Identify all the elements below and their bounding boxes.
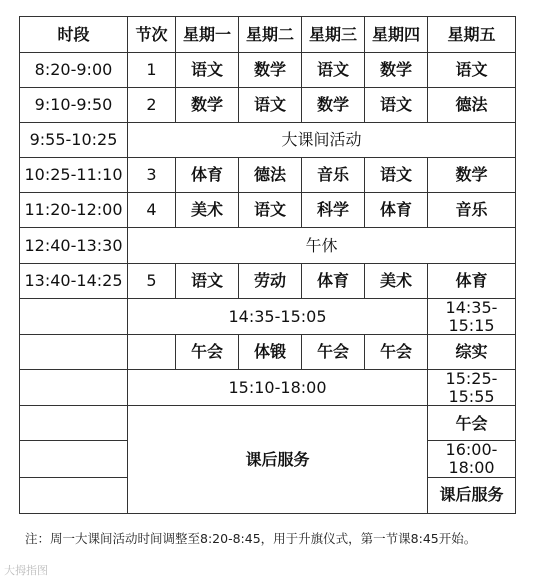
subject-cell: 数学 [176, 88, 239, 123]
subject-cell: 科学 [302, 193, 365, 228]
lunch-break: 午休 [128, 228, 516, 264]
header-thu: 星期四 [365, 17, 428, 53]
time-cell: 11:20-12:00 [20, 193, 128, 228]
afternoon-time-1: 14:35-15:05 [128, 299, 428, 335]
break-row [20, 123, 516, 158]
subject-cell: 数学 [302, 88, 365, 123]
table-row [20, 53, 516, 88]
empty-cell [20, 441, 128, 477]
afternoon-time-row [20, 299, 516, 335]
afternoon-time-2: 15:10-18:00 [128, 370, 428, 406]
subject-cell: 美术 [176, 193, 239, 228]
empty-cell [20, 477, 128, 513]
break-activity: 大课间活动 [128, 123, 516, 158]
afternoon-time-row-2 [20, 370, 516, 406]
subject-cell: 体育 [302, 264, 365, 299]
afternoon-activity-row [20, 335, 516, 370]
activity-cell: 体锻 [239, 335, 302, 370]
subject-cell: 语文 [302, 53, 365, 88]
activity-cell: 午会 [302, 335, 365, 370]
schedule-table [19, 16, 516, 514]
empty-cell [20, 370, 128, 406]
subject-cell: 语文 [428, 53, 516, 88]
time-cell: 8:20-9:00 [20, 53, 128, 88]
fri-time-3: 16:00-18:00 [428, 441, 516, 477]
subject-cell: 体育 [176, 158, 239, 193]
header-lesson: 节次 [128, 17, 176, 53]
empty-cell [20, 406, 128, 441]
time-cell: 12:40-13:30 [20, 228, 128, 264]
subject-cell: 音乐 [302, 158, 365, 193]
table-row [20, 264, 516, 299]
subject-cell: 美术 [365, 264, 428, 299]
subject-cell: 语文 [176, 53, 239, 88]
subject-cell: 德法 [428, 88, 516, 123]
lesson-cell: 1 [128, 53, 176, 88]
subject-cell: 语文 [365, 88, 428, 123]
header-row [20, 17, 516, 53]
table-row [20, 88, 516, 123]
table-row [20, 193, 516, 228]
service-row-1 [20, 406, 516, 441]
fri-time-1: 14:35-15:15 [428, 299, 516, 335]
time-cell: 10:25-11:10 [20, 158, 128, 193]
lunch-row [20, 228, 516, 264]
time-cell: 9:10-9:50 [20, 88, 128, 123]
watermark: 大拇指图 [4, 564, 48, 577]
subject-cell: 劳动 [239, 264, 302, 299]
subject-cell: 体育 [365, 193, 428, 228]
fri-time-2: 15:25-15:55 [428, 370, 516, 406]
subject-cell: 语文 [239, 193, 302, 228]
empty-cell [128, 335, 176, 370]
subject-cell: 数学 [239, 53, 302, 88]
after-school-service: 课后服务 [128, 406, 428, 513]
subject-cell: 德法 [239, 158, 302, 193]
subject-cell: 体育 [428, 264, 516, 299]
activity-cell: 综实 [428, 335, 516, 370]
subject-cell: 音乐 [428, 193, 516, 228]
subject-cell: 数学 [428, 158, 516, 193]
time-cell: 9:55-10:25 [20, 123, 128, 158]
header-period: 时段 [20, 17, 128, 53]
time-cell: 13:40-14:25 [20, 264, 128, 299]
fri-meeting: 午会 [428, 406, 516, 441]
activity-cell: 午会 [365, 335, 428, 370]
subject-cell: 语文 [365, 158, 428, 193]
table-row [20, 158, 516, 193]
empty-cell [20, 299, 128, 335]
subject-cell: 语文 [176, 264, 239, 299]
activity-cell: 午会 [176, 335, 239, 370]
header-wed: 星期三 [302, 17, 365, 53]
empty-cell [20, 335, 128, 370]
fri-service: 课后服务 [428, 477, 516, 513]
lesson-cell: 4 [128, 193, 176, 228]
header-fri: 星期五 [428, 17, 516, 53]
header-mon: 星期一 [176, 17, 239, 53]
header-tue: 星期二 [239, 17, 302, 53]
lesson-cell: 2 [128, 88, 176, 123]
subject-cell: 语文 [239, 88, 302, 123]
lesson-cell: 5 [128, 264, 176, 299]
subject-cell: 数学 [365, 53, 428, 88]
lesson-cell: 3 [128, 158, 176, 193]
footnote: 注：周一大课间活动时间调整至8:20-8:45，用于升旗仪式，第一节课8:45开始。 [25, 531, 477, 546]
